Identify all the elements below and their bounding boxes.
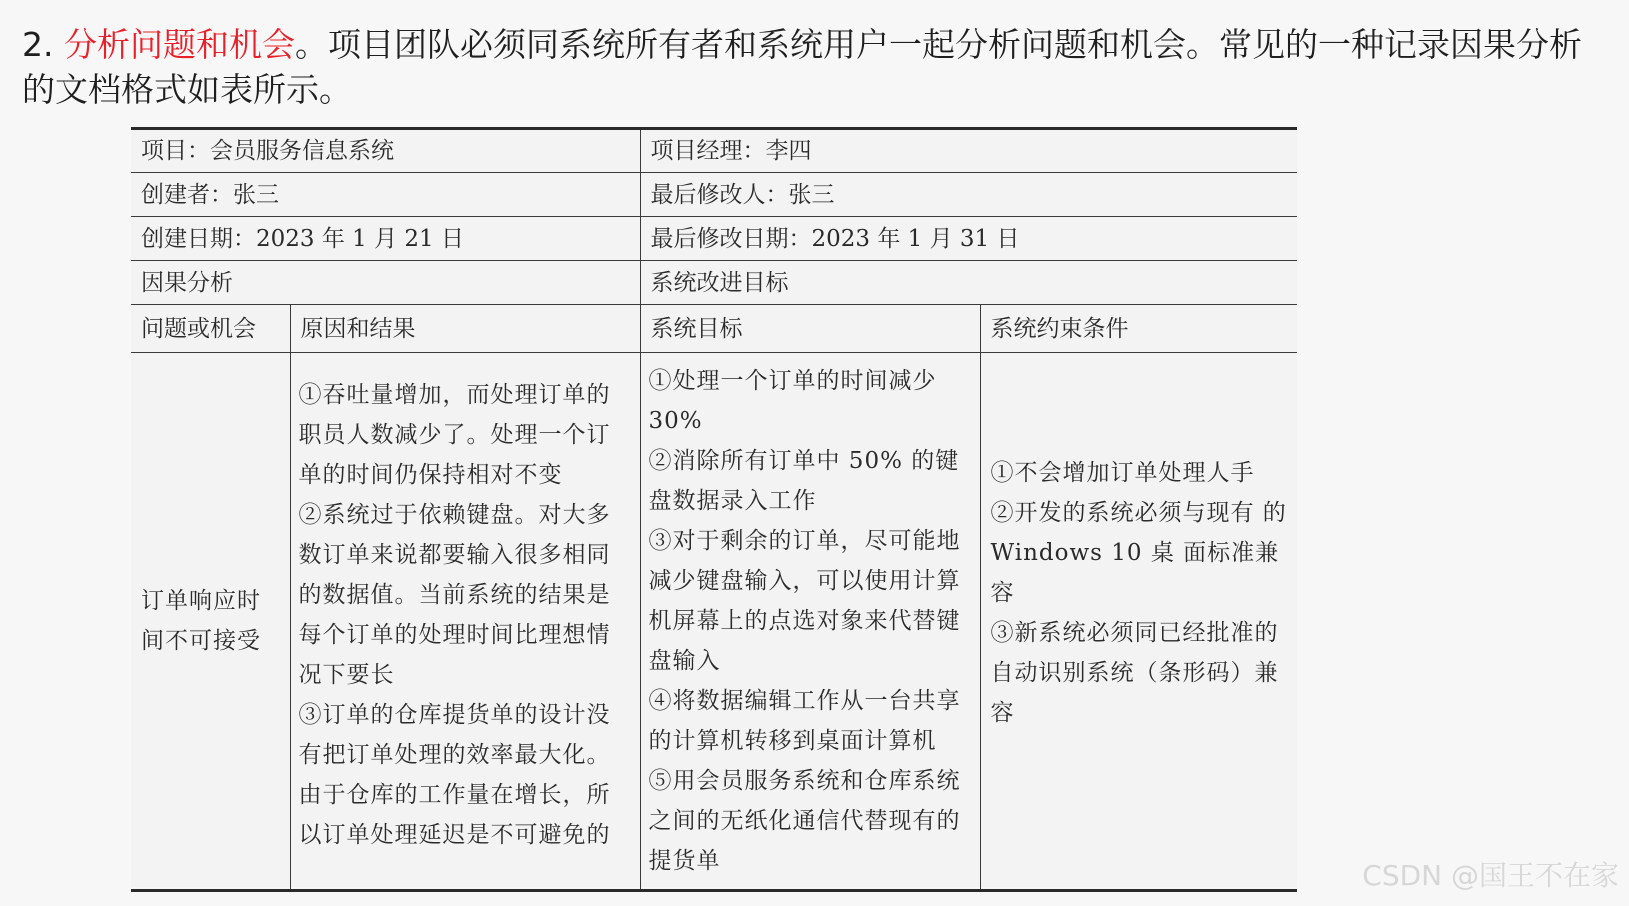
constraint-cell — [980, 353, 1297, 891]
project-cell: 项目：会员服务信息系统 — [131, 129, 640, 173]
problem-cell: 订单响应时间不可接受 — [131, 353, 290, 891]
cause-item: ①吞吐量增加，而处理订单的职员人数减少了。处理一个订单的时间仍保持相对不变 — [298, 382, 611, 488]
goal-item: ④将数据编辑工作从一台共享的计算机转移到桌面计算机 — [648, 688, 961, 754]
table-row — [131, 129, 1297, 173]
analysis-table — [131, 127, 1297, 892]
table-row — [131, 353, 1297, 891]
creator-cell: 创建者：张三 — [131, 173, 640, 217]
table-row — [131, 261, 1297, 305]
heading-text: 。项目团队必须同系统所有者和系统用户一起分析问题和机会。常见的一种记录因果分析的文档格式如表所示。 — [22, 25, 1582, 109]
created-date-cell: 创建日期：2023 年 1 月 21 日 — [131, 217, 640, 261]
constraint-item: ②开发的系统必须与现有 的 Windows 10 桌 面标准兼容 — [990, 500, 1287, 606]
goal-item: ②消除所有订单中 50% 的键盘数据录入工作 — [648, 448, 960, 514]
cause-effect-header: 因果分析 — [131, 261, 640, 305]
section-heading — [22, 22, 1582, 112]
watermark: CSDN @国王不在家 — [1362, 859, 1619, 892]
goal-cell — [640, 353, 980, 891]
manager-cell: 项目经理：李四 — [640, 129, 1297, 173]
table-row — [131, 217, 1297, 261]
heading-highlight: 分析问题和机会 — [64, 25, 295, 64]
goal-item: ③对于剩余的订单，尽可能地减少键盘输入，可以使用计算机屏幕上的点选对象来代替键盘输入 — [648, 528, 961, 674]
cause-cell — [290, 353, 640, 891]
col-header-cause: 原因和结果 — [290, 305, 640, 353]
table-row — [131, 173, 1297, 217]
col-header-problem: 问题或机会 — [131, 305, 290, 353]
goal-item: ①处理一个订单的时间减少30% — [648, 368, 937, 434]
heading-number: 2. — [22, 25, 54, 64]
modifier-cell: 最后修改人：张三 — [640, 173, 1297, 217]
goal-item: ⑤用会员服务系统和仓库系统之间的无纸化通信代替现有的提货单 — [648, 768, 961, 874]
column-header-row — [131, 305, 1297, 353]
cause-item: ②系统过于依赖键盘。对大多数订单来说都要输入很多相同的数据值。当前系统的结果是每个订单的处理时间比理想情况下要长 — [298, 502, 611, 688]
improvement-header: 系统改进目标 — [640, 261, 1297, 305]
constraint-item: ①不会增加订单处理人手 — [990, 460, 1255, 486]
cause-effect-table — [131, 127, 1297, 887]
constraint-item: ③新系统必须同已经批准的自动识别系统（条形码）兼容 — [990, 620, 1279, 726]
cause-item: ③订单的仓库提货单的设计没有把订单处理的效率最大化。由于仓库的工作量在增长，所以订单处理延迟是不可避免的 — [298, 702, 611, 848]
col-header-constraint: 系统约束条件 — [980, 305, 1297, 353]
col-header-goal: 系统目标 — [640, 305, 980, 353]
modified-date-cell: 最后修改日期：2023 年 1 月 31 日 — [640, 217, 1297, 261]
